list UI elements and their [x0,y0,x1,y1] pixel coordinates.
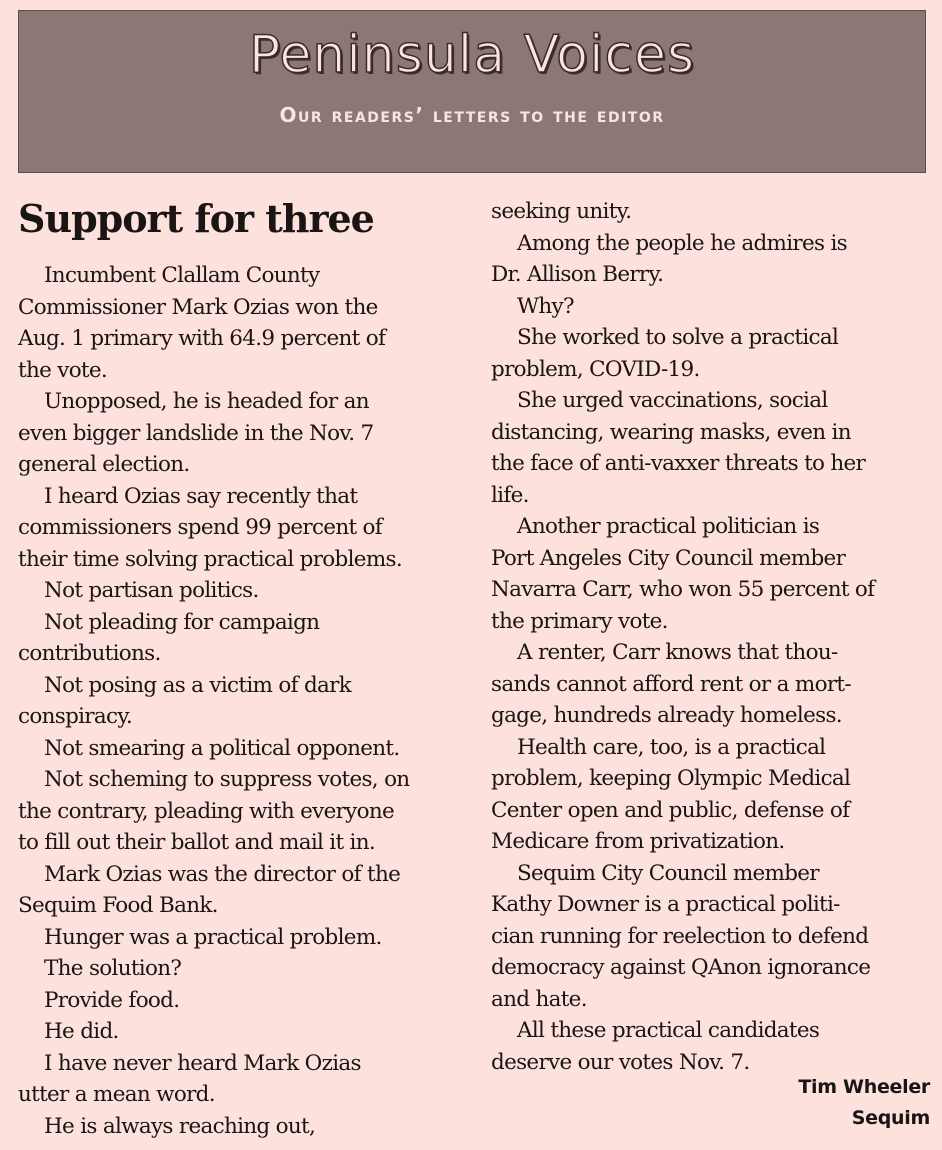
letter-line: Incumbent Clallam County [44,263,320,288]
letter-line: and hate. [491,986,587,1012]
letter-line: All these practical candidates [517,1018,820,1043]
letter-line: cian running for reelection to defend [491,923,869,949]
letter-line: the face of anti-vaxxer threats to her [491,451,866,476]
letter-line: The solution? [44,956,182,981]
letter-line: the contrary, pleading with everyone [18,798,395,824]
letter-line: Why? [517,293,574,319]
letter-line: Not posing as a victim of dark [44,672,352,698]
letter-line: Kathy Downer is a practical politi- [491,892,840,917]
section-title: Peninsula Voices [248,25,696,85]
letter-line: commissioners spend 99 percent of [18,515,383,540]
letter-line: Another practical politician is [517,514,820,539]
letter-location: Sequim [851,1107,930,1129]
letter-line: She worked to solve a practical [517,325,839,350]
letter-line: Sequim City Council member [517,860,819,886]
section-banner [18,10,926,173]
letter-line: the primary vote. [491,608,668,634]
letter-line: Commissioner Mark Ozias won the [18,294,378,320]
letter-line: their time solving practical problems. [18,546,402,572]
letter-line: Center open and public, defense of [491,797,850,823]
letter-line: Aug. 1 primary with 64.9 percent of [18,326,386,351]
letter-line: He is always reaching out, [44,1113,316,1139]
letter-line: seeking unity. [491,199,632,224]
letter-line: Navarra Carr, who won 55 percent of [491,577,875,602]
letter-line: even bigger landslide in the Nov. 7 [18,420,374,446]
section-subtitle: Our readers’ letters to the editor [279,103,665,127]
letter-line: He did. [44,1019,119,1044]
letter-line: Not pleading for campaign [44,609,320,635]
letter-line: I heard Ozias say recently that [44,483,358,509]
letter-column-right [491,196,931,1078]
letter-line: sands cannot afford rent or a mort- [491,671,851,697]
letter-line: A renter, Carr knows that thou- [517,640,838,665]
letter-author: Tim Wheeler [798,1076,930,1098]
letter-line: conspiracy. [18,704,133,729]
letter-line: Not partisan politics. [44,578,259,603]
letter-line: the vote. [18,357,108,383]
letter-line: democracy against QAnon ignorance [491,955,871,980]
letter-line: She urged vaccinations, social [517,388,828,413]
letter-line: Provide food. [44,987,180,1013]
letter-line: gage, hundreds already homeless. [491,703,842,728]
letter-line: Mark Ozias was the director of the [44,861,401,887]
letter-line: life. [491,482,529,508]
letter-line: Not smearing a political opponent. [44,735,400,761]
letter-line: Unopposed, he is headed for an [44,389,369,414]
letter-line: deserve our votes Nov. 7. [491,1049,750,1075]
letter-line: Sequim Food Bank. [18,893,218,918]
letter-line: distancing, wearing masks, even in [491,419,851,445]
letter-line: I have never heard Mark Ozias [44,1050,361,1076]
letter-column-left [18,260,466,1142]
letter-line: general election. [18,452,190,477]
letter-line: utter a mean word. [18,1082,215,1107]
letter-line: Among the people he admires is [517,230,848,256]
letter-headline: Support for three [18,196,374,241]
letter-line: Port Angeles City Council member [491,545,846,571]
letter-line: problem, COVID-19. [491,356,700,382]
letter-line: Hunger was a practical problem. [44,924,382,950]
letter-line: Not scheming to suppress votes, on [44,767,410,792]
letter-line: contributions. [18,641,161,666]
letter-line: Dr. Allison Berry. [491,262,664,287]
letter-line: to fill out their ballot and mail it in. [18,830,376,855]
letter-line: problem, keeping Olympic Medical [491,766,851,791]
letter-line: Medicare from privatization. [491,829,785,854]
letter-line: Health care, too, is a practical [517,734,826,760]
